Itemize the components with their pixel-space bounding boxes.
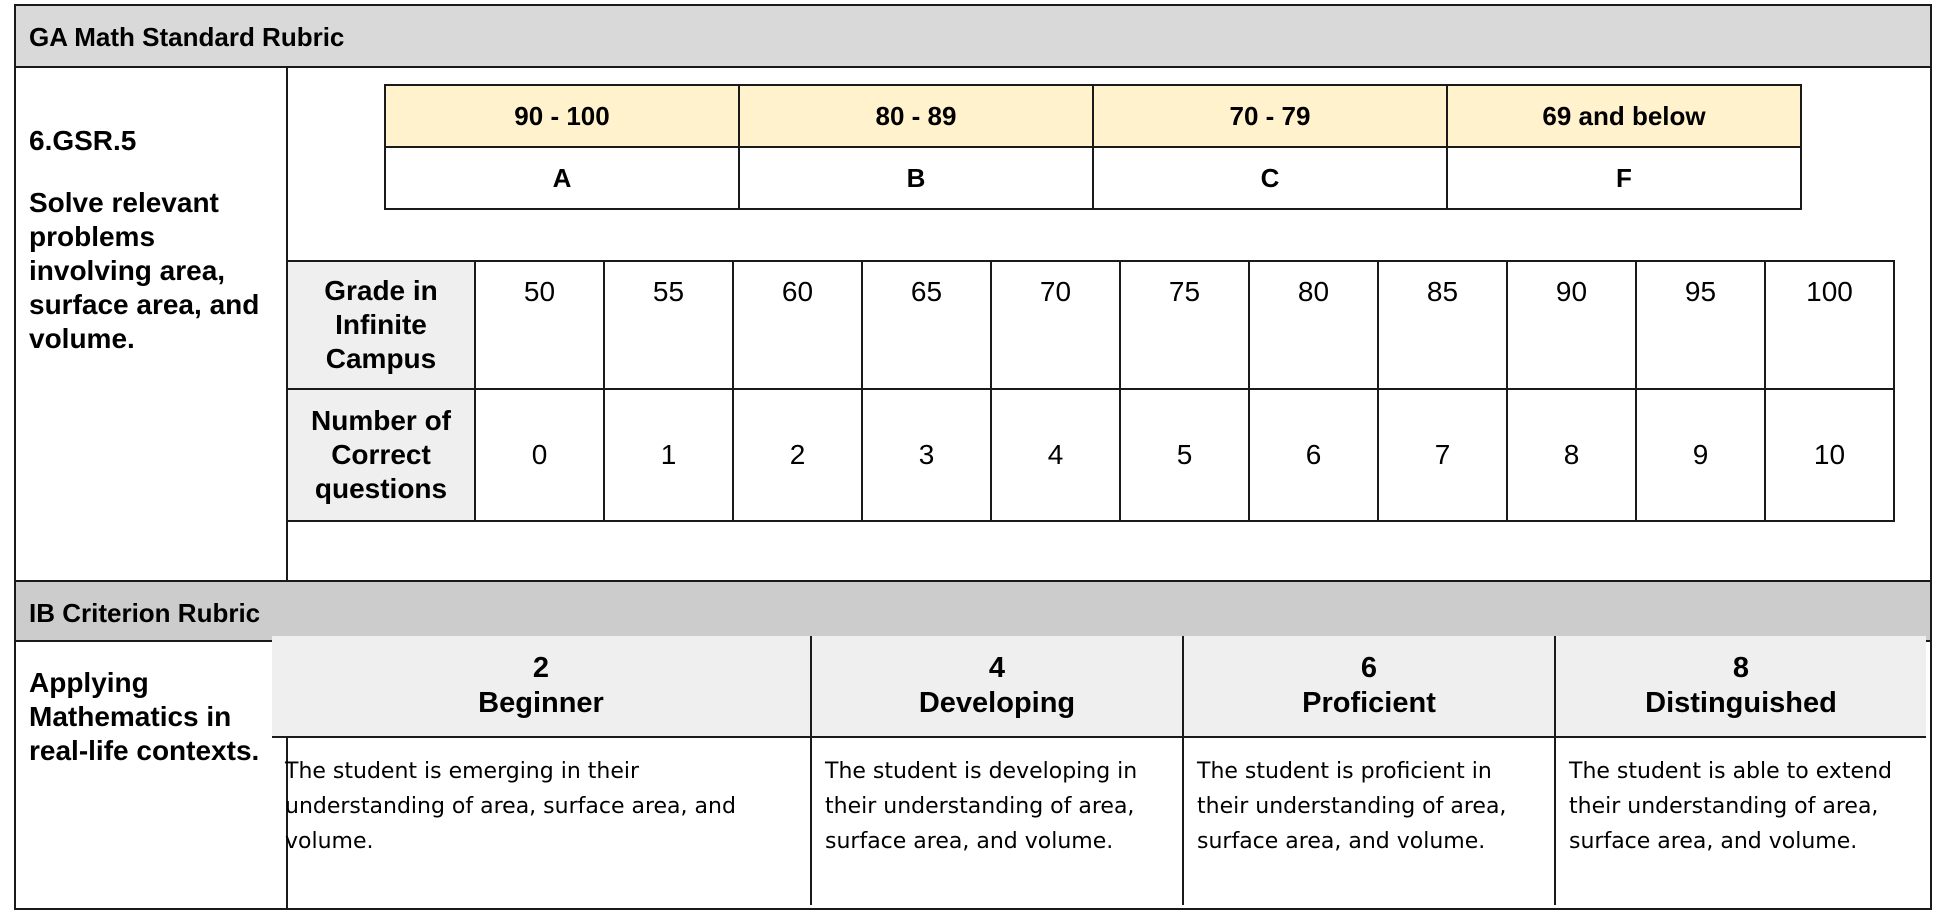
grade-range: 69 and below — [1447, 85, 1801, 147]
grade-value-cell: 70 — [991, 261, 1120, 389]
standard-text: Solve relevant problems involving area, surface area, and volume. — [29, 187, 260, 354]
ib-rubric-header: IB Criterion Rubric — [16, 580, 1930, 642]
grade-value-cell: 65 — [862, 261, 991, 389]
level-name: Distinguished — [1645, 687, 1837, 719]
level-header — [1555, 636, 1926, 737]
standard-cell — [16, 68, 288, 580]
ga-rubric-header: GA Math Standard Rubric — [16, 6, 1930, 68]
correct-count-cell: 9 — [1636, 389, 1765, 521]
level-description: The student is developing in their understanding of area, surface area, and volume. — [811, 737, 1183, 905]
correct-count-cell: 7 — [1378, 389, 1507, 521]
level-header — [272, 636, 811, 737]
grade-range: 80 - 89 — [739, 85, 1093, 147]
standard-code: 6.GSR.5 — [29, 125, 137, 156]
correct-row-label: Number of Correct questions — [287, 389, 475, 521]
grade-value-cell: 90 — [1507, 261, 1636, 389]
level-score: 6 — [1360, 652, 1378, 684]
grade-value-cell: 95 — [1636, 261, 1765, 389]
grade-value-cell: 85 — [1378, 261, 1507, 389]
grade-value-cell: 55 — [604, 261, 733, 389]
letter-grade-table — [384, 84, 1802, 210]
level-score: 4 — [988, 652, 1006, 684]
ib-criterion-table — [272, 636, 1926, 905]
level-score: 2 — [532, 652, 550, 684]
correct-count-cell: 8 — [1507, 389, 1636, 521]
level-description: The student is emerging in their understanding of area, surface area, and volume. — [285, 759, 736, 854]
grade-value-cell: 75 — [1120, 261, 1249, 389]
grade-value-cell: 80 — [1249, 261, 1378, 389]
level-header — [1183, 636, 1555, 737]
correct-count-cell: 1 — [604, 389, 733, 521]
correct-count-cell: 2 — [733, 389, 862, 521]
level-description: The student is able to extend their understanding of area, surface area, and volume. — [1555, 737, 1926, 905]
grade-value-cell: 60 — [733, 261, 862, 389]
level-header — [811, 636, 1183, 737]
correct-count-cell: 4 — [991, 389, 1120, 521]
grade-row-label: Grade in Infinite Campus — [287, 261, 475, 389]
grade-range: 90 - 100 — [385, 85, 739, 147]
letter-grade: C — [1093, 147, 1447, 209]
letter-grade: B — [739, 147, 1093, 209]
criterion-cell — [16, 642, 288, 910]
level-score: 8 — [1732, 652, 1750, 684]
level-name: Beginner — [478, 687, 604, 719]
level-name: Proficient — [1302, 687, 1436, 719]
correct-count-cell: 3 — [862, 389, 991, 521]
grade-mapping-table — [286, 260, 1895, 522]
grade-value-cell: 100 — [1765, 261, 1894, 389]
letter-grade: A — [385, 147, 739, 209]
level-name: Developing — [918, 687, 1076, 719]
correct-count-cell: 0 — [475, 389, 604, 521]
correct-count-cell: 10 — [1765, 389, 1894, 521]
grade-range: 70 - 79 — [1093, 85, 1447, 147]
grade-value-cell: 50 — [475, 261, 604, 389]
correct-count-cell: 6 — [1249, 389, 1378, 521]
level-description: The student is proficient in their understanding of area, surface area, and volume. — [1183, 737, 1555, 905]
correct-count-cell: 5 — [1120, 389, 1249, 521]
letter-grade: F — [1447, 147, 1801, 209]
criterion-text: Applying Mathematics in real-life contexts. — [29, 667, 260, 766]
